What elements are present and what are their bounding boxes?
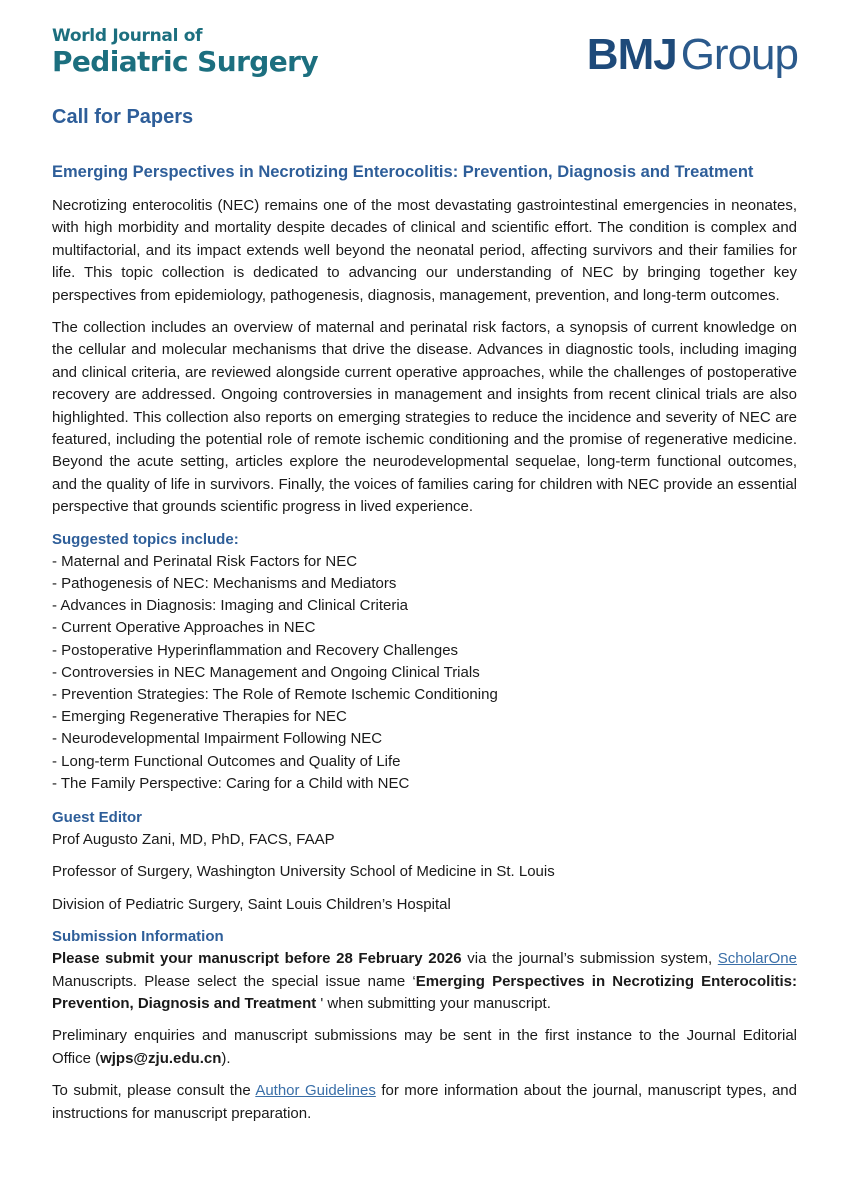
list-item: - Maternal and Perinatal Risk Factors for NEC — [52, 552, 358, 570]
list-item: - Prevention Strategies: The Role of Remote Ischemic Conditioning — [52, 685, 498, 703]
editor-affiliation-2: Division of Pediatric Surgery, Saint Louis Children’s Hospital — [52, 895, 451, 913]
list-item: - Current Operative Approaches in NEC — [52, 619, 316, 637]
guest-editor-section — [52, 807, 797, 916]
scholarone-link[interactable]: ScholarOne — [717, 950, 797, 968]
consult-text-a: To submit, please consult the — [52, 1082, 256, 1100]
list-item: - Emerging Regenerative Therapies for NEC — [52, 708, 347, 726]
collection-title: Emerging Perspectives in Necrotizing Enterocolitis: Prevention, Diagnosis and Treatment — [52, 163, 754, 181]
topics-section — [52, 529, 797, 795]
bmj-logo-light: Group — [680, 30, 798, 79]
submission-heading: Submission Information — [52, 928, 224, 946]
special-issue-name: Emerging Perspectives in Necrotizing Enterocolitis: Prevention, Diagnosis and Treatment — [52, 972, 797, 1012]
submission-paragraph — [52, 948, 797, 1015]
submission-text-b: Manuscripts. Please select the special issue name ‘ — [52, 972, 416, 990]
consult-text-b: for more information about the journal, manuscript types, and instructions for manuscript preparation. — [52, 1082, 797, 1122]
editor-affiliation-1: Professor of Surgery, Washington University School of Medicine in St. Louis — [52, 863, 555, 881]
journal-name-line2: Pediatric Surgery — [52, 45, 318, 78]
journal-logo — [52, 26, 318, 78]
enquiry-paragraph — [52, 1025, 797, 1070]
call-for-papers-heading: Call for Papers — [52, 106, 194, 128]
list-item: - Long-term Functional Outcomes and Quality of Life — [52, 752, 401, 770]
document-body — [52, 195, 797, 1135]
submission-section — [52, 926, 797, 1125]
submission-text-c: ' when submitting your manuscript. — [316, 994, 551, 1012]
list-item: - Advances in Diagnosis: Imaging and Clinical Criteria — [52, 597, 409, 615]
submission-text-a: via the journal’s submission system, — [461, 950, 718, 968]
submission-deadline: Please submit your manuscript before 28 February 2026 — [52, 950, 462, 968]
enquiry-text: Preliminary enquiries and manuscript submissions may be sent in the first instance to the Journal Editorial Office ( — [52, 1027, 797, 1067]
author-guidelines-link[interactable]: Author Guidelines — [255, 1082, 376, 1100]
bmj-group-logo — [587, 30, 798, 80]
guidelines-paragraph — [52, 1080, 797, 1125]
topics-list — [52, 551, 797, 795]
editor-name: Prof Augusto Zani, MD, PhD, FACS, FAAP — [52, 830, 335, 848]
collection-paragraph: The collection includes an overview of maternal and perinatal risk factors, a synopsis of current knowledge on the cellular and molecular mechanisms that drive the disease. Advances in diagnostic tools, including imaging and clinical criteria, are reviewed alongside current operative approaches, while the challenges of postoperative recovery are addressed. Ongoing controversies in management and insights from recent clinical trials are also highlighted. This collection also reports on emerging strategies to reduce the incidence and severity of NEC are featured, including the potential role of remote ischemic conditioning and the promise of regenerative medicine. Beyond the acute setting, articles explore the neurodevelopmental sequelae, long-term functional outcomes, and the quality of life in survivors. Finally, the voices of families caring for children with NEC provide an essential perspective that grounds scientific progress in lived experience. — [52, 319, 797, 516]
list-item: - Postoperative Hyperinflammation and Recovery Challenges — [52, 641, 459, 659]
enquiry-end: ). — [221, 1049, 231, 1067]
editorial-email: wjps@zju.edu.cn — [100, 1049, 222, 1067]
list-item: - The Family Perspective: Caring for a Child with NEC — [52, 774, 410, 792]
guest-editor-heading: Guest Editor — [52, 808, 143, 826]
list-item: - Neurodevelopmental Impairment Following NEC — [52, 730, 383, 748]
list-item: - Controversies in NEC Management and Ongoing Clinical Trials — [52, 663, 480, 681]
journal-name-line1: World Journal of — [52, 26, 203, 46]
list-item: - Pathogenesis of NEC: Mechanisms and Mediators — [52, 574, 397, 592]
topics-heading: Suggested topics include: — [52, 530, 239, 548]
bmj-logo-bold: BMJ — [586, 30, 677, 79]
intro-paragraph: Necrotizing enterocolitis (NEC) remains one of the most devastating gastrointestinal emergencies in neonates, with high morbidity and mortality despite decades of clinical and scientific effort. The condition is complex and multifactorial, and its impact extends well beyond the neonatal period, affecting survivors and their families for life. This topic collection is dedicated to advancing our understanding of NEC by bringing together key perspectives from epidemiology, pathogenesis, diagnosis, management, prevention, and long-term outcomes. — [52, 197, 797, 304]
